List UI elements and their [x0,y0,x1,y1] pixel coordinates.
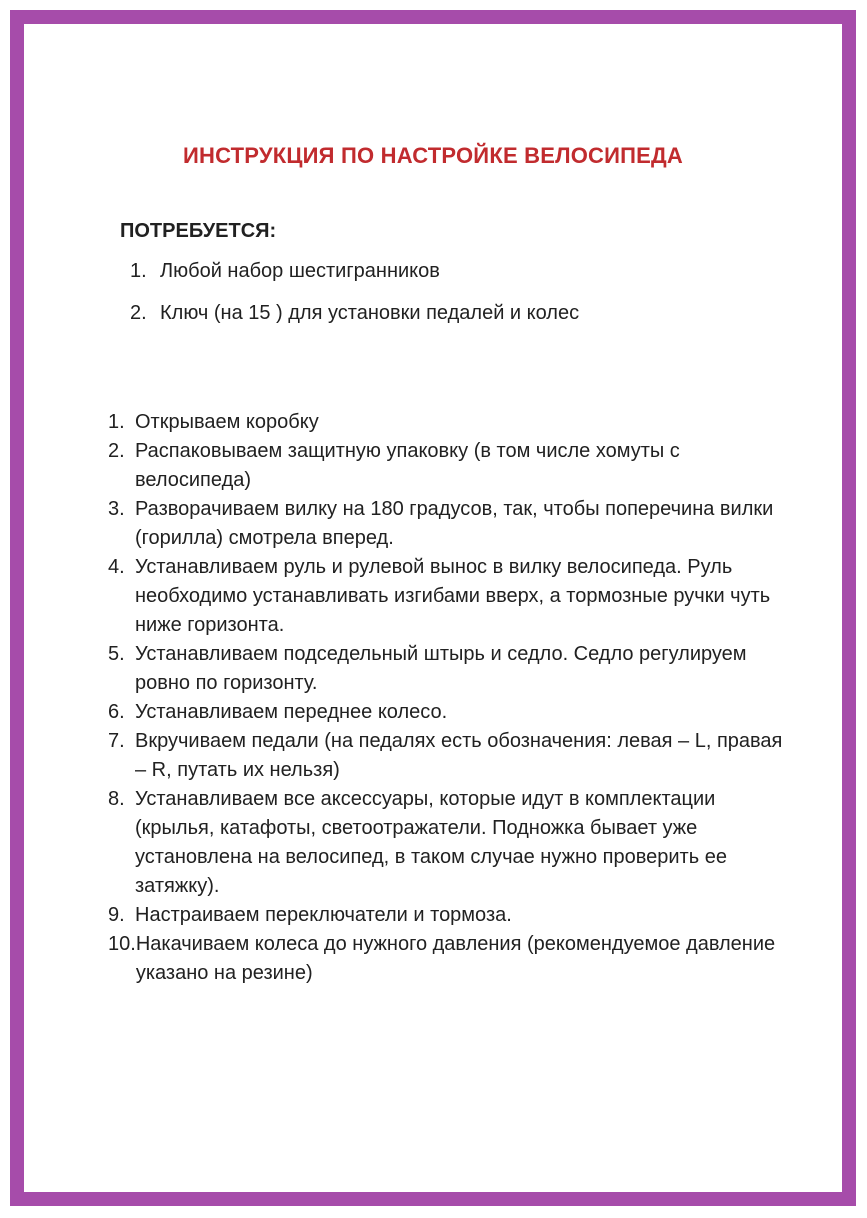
step-item-text: Распаковываем защитную упаковку (в том числе хомуты с велосипеда) [135,440,680,491]
step-item-text: Устанавливаем руль и рулевой вынос в вилку велосипеда. Руль необходимо устанавливать изгибами вверх, а тормозные ручки чуть ниже горизонта. [135,556,771,636]
step-item-number: 10. [108,933,136,955]
step-item-number: 4. [108,556,125,578]
step-item [108,698,798,727]
step-item-text: Открываем коробку [135,411,319,433]
requirements-section [120,219,842,325]
step-item-text: Устанавливаем все аксессуары, которые идут в комплектации (крылья, катафоты, светоотражатели. Подножка бывает уже установлена на велосипед, в таком случае нужно проверить ее затяжку). [135,788,727,897]
step-item [108,901,798,930]
step-item-text: Накачиваем колеса до нужного давления (рекомендуемое давление указано на резине) [135,933,776,984]
steps-list [108,408,798,988]
step-item [108,495,798,553]
step-item-number: 8. [108,788,125,810]
step-item-number: 1. [108,411,125,433]
step-item-text: Устанавливаем переднее колесо. [135,701,448,723]
requirements-heading: ПОТРЕБУЕТСЯ: [120,220,277,242]
step-item [108,727,798,785]
step-item [108,553,798,640]
step-item-text: Вкручиваем педали (на педалях есть обозначения: левая – L, правая – R, путать их нельзя) [135,730,783,781]
step-item-number: 6. [108,701,125,723]
requirement-item [130,259,842,283]
requirement-item [130,301,842,325]
requirements-list [130,259,842,325]
requirement-item-number: 2. [130,302,147,324]
page-content [24,24,842,1192]
step-item [108,408,798,437]
step-item [108,640,798,698]
step-item-text: Разворачиваем вилку на 180 градусов, так, чтобы поперечина вилки (горилла) смотрела вперед. [135,498,774,549]
step-item-number: 3. [108,498,125,520]
step-item-text: Устанавливаем подседельный штырь и седло. Седло регулируем ровно по горизонту. [135,643,747,694]
step-item-number: 9. [108,904,125,926]
requirement-item-number: 1. [130,260,147,282]
requirement-item-text: Ключ (на 15 ) для установки педалей и колес [160,302,580,324]
step-item-text: Настраиваем переключатели и тормоза. [135,904,512,926]
document-title: ИНСТРУКЦИЯ ПО НАСТРОЙКЕ ВЕЛОСИПЕДА [182,143,683,168]
step-item [108,437,798,495]
step-item-number: 2. [108,440,125,462]
step-item-number: 5. [108,643,125,665]
step-item-number: 7. [108,730,125,752]
step-item [108,930,798,988]
requirement-item-text: Любой набор шестигранников [160,260,440,282]
step-item [108,785,798,901]
